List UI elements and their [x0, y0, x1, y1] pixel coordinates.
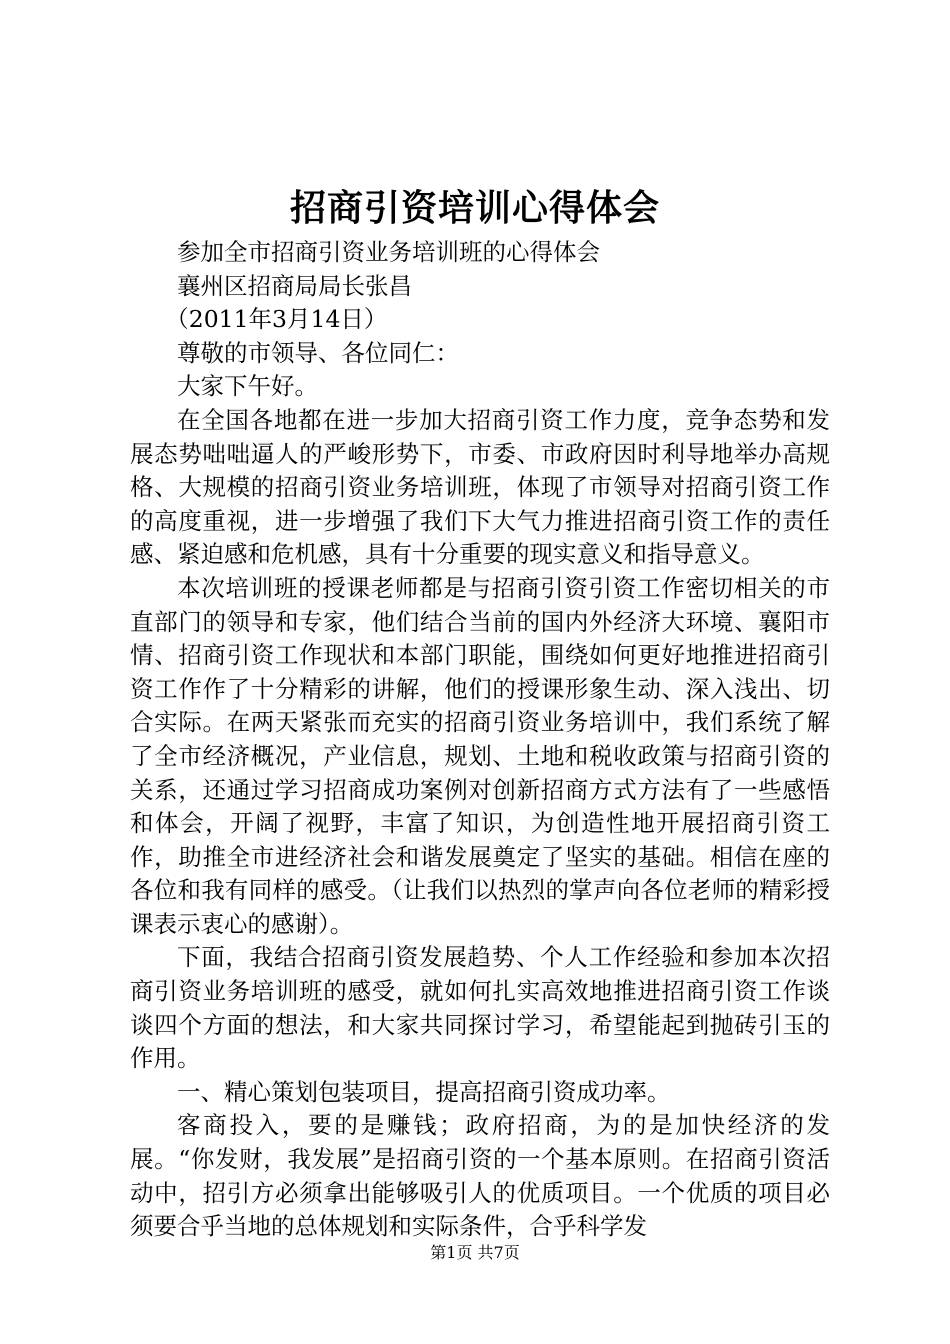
- body-paragraph: 本次培训班的授课老师都是与招商引资引资工作密切相关的市直部门的领导和专家，他们结合当前的国内外经济大环境、襄阳市情、招商引资工作现状和本部门职能，围绕如何更好地推进招商引资工作作了十分精彩的讲解，他们的授课形象生动、深入浅出、切合实际。在两天紧张而充实的招商引资业务培训中，我们系统了解了全市经济概况，产业信息，规划、土地和税收政策与招商引资的关系，还通过学习招商成功案例对创新招商方式方法有了一些感悟和体会，开阔了视野，丰富了知识，为创造性地开展招商引资工作，助推全市进经济社会和谐发展奠定了坚实的基础。相信在座的各位和我有同样的感受。（让我们以热烈的掌声向各位老师的精彩授课表示衷心的感谢）。: [130, 573, 830, 938]
- body-paragraph: 下面，我结合招商引资发展趋势、个人工作经验和参加本次招商引资业务培训班的感受，就如何扎实高效地推进招商引资工作谈谈四个方面的想法，和大家共同探讨学习，希望能起到抛砖引玉的作用。: [130, 943, 830, 1073]
- date-paragraph: （2011年3月14日）: [165, 305, 388, 334]
- document-title: 招商引资培训心得体会: [289, 187, 660, 229]
- document-body: [130, 236, 830, 1244]
- body-paragraph: 在全国各地都在进一步加大招商引资工作力度，竞争态势和发展态势咄咄逼人的严峻形势下，市委、市政府因时利导地举办高规格、大规模的招商引资业务培训班，体现了市领导对招商引资工作的高度重视，进一步增强了我们下大气力推进招商引资工作的责任感、紧迫感和危机感，具有十分重要的现实意义和指导意义。: [130, 405, 830, 569]
- subtitle-paragraph: 参加全市招商引资业务培训班的心得体会: [177, 238, 600, 266]
- author-paragraph: 襄州区招商局局长张昌: [177, 271, 412, 300]
- body-paragraph: 客商投入，要的是赚钱；政府招商，为的是加快经济的发展。“你发财，我发展”是招商引资的一个基本原则。在招商引资活动中，招引方必须拿出能够吸引人的优质项目。一个优质的项目必须要合乎当地的总体规划和实际条件，合乎科学发: [130, 1111, 830, 1241]
- page-footer: 第1页 共7页: [430, 1243, 520, 1262]
- salutation-paragraph: 尊敬的市领导、各位同仁：: [177, 338, 459, 367]
- greeting-paragraph: 大家下午好。: [177, 372, 318, 401]
- section-heading: 一、精心策划包装项目，提高招商引资成功率。: [177, 1077, 671, 1106]
